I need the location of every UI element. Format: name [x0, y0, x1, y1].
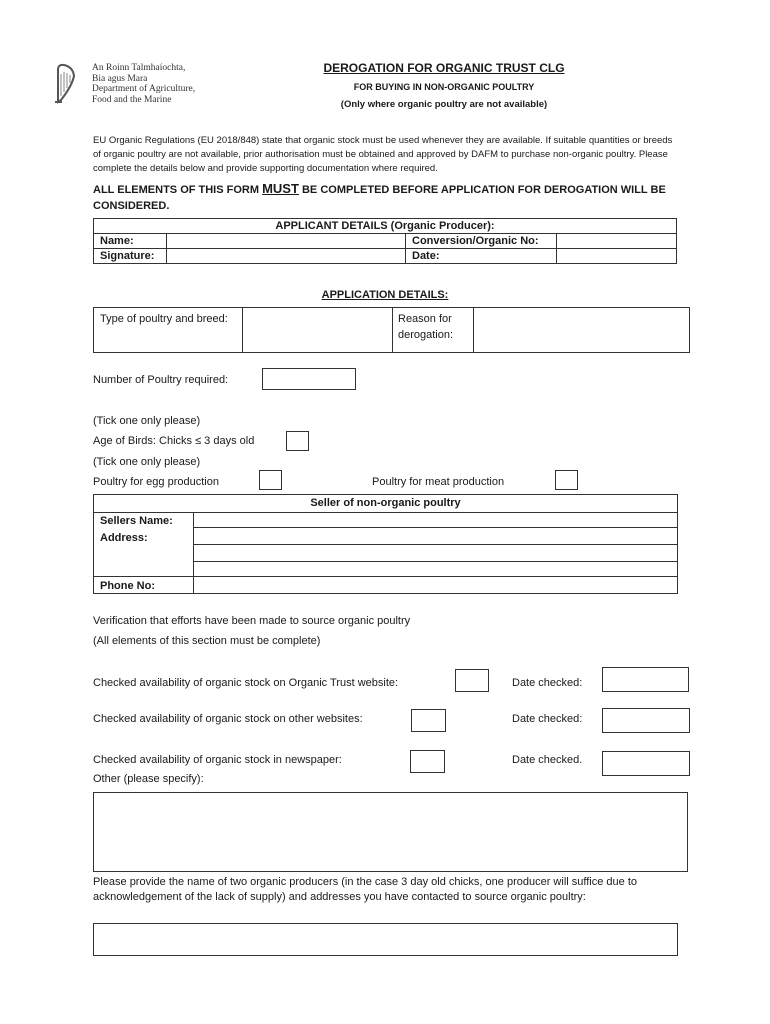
- poultry-type-row: [93, 307, 690, 353]
- department-line: Bia agus Mara: [92, 73, 148, 84]
- signature-field[interactable]: [167, 249, 406, 264]
- sellers-name-label: Sellers Name:: [100, 515, 173, 527]
- egg-production-checkbox[interactable]: [259, 470, 282, 490]
- form-title: DEROGATION FOR ORGANIC TRUST CLG: [323, 61, 565, 75]
- form-subtitle: FOR BUYING IN NON-ORGANIC POULTRY: [353, 82, 535, 92]
- warning-text-post: BE COMPLETED BEFORE APPLICATION FOR DEROGATION WILL BE CONSIDERED.: [93, 184, 666, 212]
- warning-must: MUST: [262, 181, 299, 196]
- producers-instructions: Please provide the name of two organic producers (in the case 3 day old chicks, one producer will suffice due to acknowledgement of the lack of supply) and addresses you have contacted to source organic poultry:: [93, 876, 637, 903]
- seller-table: [93, 494, 678, 594]
- application-heading: APPLICATION DETAILS:: [321, 289, 449, 301]
- signature-label: Signature:: [94, 249, 167, 264]
- date-checked-input[interactable]: [602, 667, 689, 692]
- form-subtitle-note: (Only where organic poultry are not available): [340, 99, 548, 110]
- applicant-date-field[interactable]: [557, 249, 677, 264]
- other-websites-checkbox[interactable]: [411, 709, 446, 732]
- warning-text-pre: ALL ELEMENTS OF THIS FORM: [93, 184, 263, 196]
- applicant-date-label: Date:: [406, 249, 557, 264]
- cell-divider: [392, 308, 393, 352]
- number-required-input[interactable]: [262, 368, 356, 390]
- verification-note: (All elements of this section must be complete): [93, 635, 321, 647]
- egg-production-label: Poultry for egg production: [93, 476, 219, 488]
- age-of-birds-label: Age of Birds: Chicks ≤ 3 days old: [93, 435, 255, 447]
- date-checked-label: Date checked:: [512, 713, 583, 725]
- applicant-heading: APPLICANT DETAILS (Organic Producer):: [94, 219, 677, 234]
- date-checked-label: Date checked.: [512, 754, 583, 766]
- verification-heading: Verification that efforts have been made to source organic poultry: [93, 615, 411, 627]
- department-line: Food and the Marine: [92, 94, 172, 105]
- meat-production-checkbox[interactable]: [555, 470, 578, 490]
- poultry-type-field[interactable]: [243, 308, 392, 352]
- organic-trust-checkbox[interactable]: [455, 669, 489, 692]
- department-line: An Roinn Talmhaíochta,: [92, 63, 186, 73]
- date-checked-label: Date checked:: [512, 677, 583, 689]
- seller-heading: Seller of non-organic poultry: [310, 497, 461, 509]
- seller-phone-label: Phone No:: [100, 580, 155, 592]
- other-specify-label: Other (please specify):: [93, 773, 204, 785]
- other-specify-textarea[interactable]: [93, 792, 688, 872]
- chicks-checkbox[interactable]: [286, 431, 309, 451]
- poultry-type-label: Type of poultry and breed:: [100, 313, 228, 325]
- seller-address-field[interactable]: [194, 528, 677, 576]
- producer-field[interactable]: [93, 938, 678, 956]
- organic-trust-check-label: Checked availability of organic stock on Organic Trust website:: [93, 677, 399, 689]
- department-name: [92, 63, 195, 105]
- applicant-details-table: [93, 218, 677, 264]
- reason-label: Reason for derogation:: [398, 313, 454, 341]
- department-line: Department of Agriculture,: [92, 84, 196, 94]
- number-required-label: Number of Poultry required:: [93, 374, 229, 386]
- seller-address-label: Address:: [100, 532, 148, 544]
- newspaper-checkbox[interactable]: [410, 750, 445, 773]
- meat-production-label: Poultry for meat production: [372, 476, 505, 488]
- intro-paragraph: EU Organic Regulations (EU 2018/848) state that organic stock must be used whenever they are available. If suitable quantities or breeds of organic poultry are not available, prior authorisation must be obtained and approved by DAFM to purchase non-organic poultry. Please complete the details below and provide supporting documentation where required.: [93, 135, 673, 174]
- newspaper-check-label: Checked availability of organic stock in newspaper:: [93, 754, 342, 766]
- name-field[interactable]: [167, 234, 406, 249]
- conversion-no-label: Conversion/Organic No:: [406, 234, 557, 249]
- seller-phone-field[interactable]: [194, 577, 677, 593]
- tick-one-note: (Tick one only please): [93, 415, 201, 427]
- harp-logo-icon: [52, 62, 78, 106]
- name-label: Name:: [94, 234, 167, 249]
- other-websites-check-label: Checked availability of organic stock on other websites:: [93, 713, 363, 725]
- date-checked-input[interactable]: [602, 708, 690, 733]
- sellers-name-field[interactable]: [194, 513, 677, 527]
- tick-one-note: (Tick one only please): [93, 456, 201, 468]
- reason-field[interactable]: [474, 308, 688, 352]
- conversion-no-field[interactable]: [557, 234, 677, 249]
- date-checked-input[interactable]: [602, 751, 690, 776]
- completion-warning: [93, 181, 683, 214]
